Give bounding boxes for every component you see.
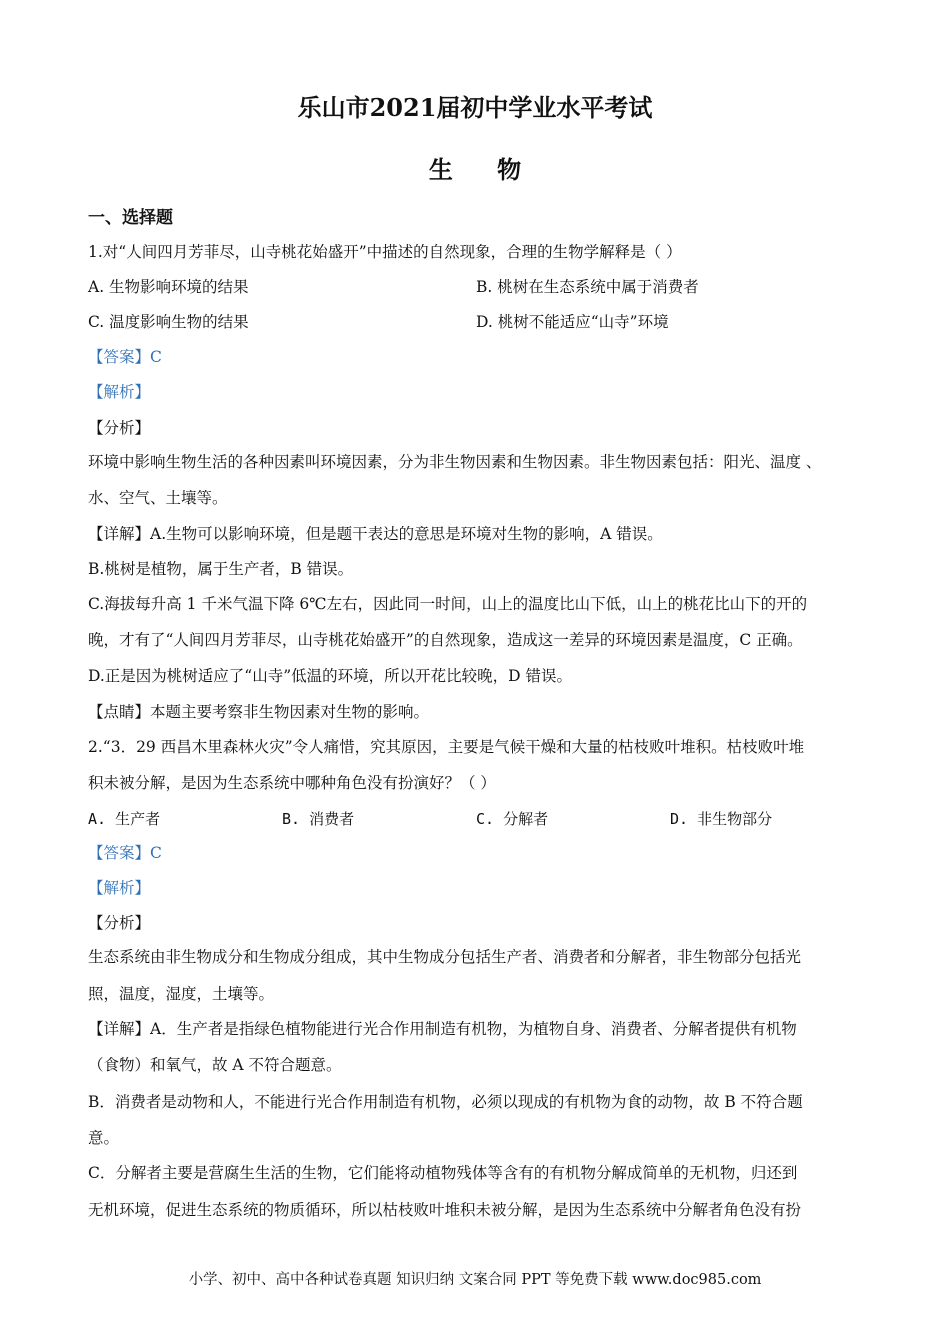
q2-stem: 积未被分解，是因为生态系统中哪种角色没有扮演好？（ ） bbox=[88, 774, 496, 792]
q2-option-a: A. 生产者 bbox=[88, 810, 161, 828]
q1-stem: 1.对“人间四月芳菲尽，山寺桃花始盛开”中描述的自然现象，合理的生物学解释是（ ） bbox=[88, 243, 682, 261]
q2-option-c: C. 分解者 bbox=[476, 810, 549, 828]
q2-detail-line: C．分解者主要是营腐生生活的生物，它们能将动植物残体等含有的有机物分解成简单的无机物，归还到 bbox=[88, 1164, 798, 1182]
q1-detail-line: 晚，才有了“人间四月芳菲尽，山寺桃花始盛开”的自然现象，造成这一差异的环境因素是温度，C 正确。 bbox=[88, 631, 803, 649]
q1-option-a: A. 生物影响环境的结果 bbox=[88, 278, 249, 296]
q2-fenxi-line: 照，温度，湿度，土壤等。 bbox=[88, 985, 275, 1003]
q1-detail-line: D.正是因为桃树适应了“山寺”低温的环境，所以开花比较晚，D 错误。 bbox=[88, 667, 573, 685]
q2-fenxi-label: 【分析】 bbox=[88, 914, 151, 932]
q1-option-c: C. 温度影响生物的结果 bbox=[88, 313, 249, 331]
q1-option-d: D. 桃树不能适应“山寺”环境 bbox=[476, 313, 669, 331]
q2-detail-line: B．消费者是动物和人，不能进行光合作用制造有机物，必须以现成的有机物为食的动物，故 B 不符合题 bbox=[88, 1093, 803, 1111]
q2-option-d: D. 非生物部分 bbox=[670, 810, 773, 828]
q1-analysis-label: 【解析】 bbox=[88, 383, 151, 401]
q1-fenxi-label: 【分析】 bbox=[88, 419, 151, 437]
q1-option-b: B. 桃树在生态系统中属于消费者 bbox=[476, 278, 699, 296]
q1-comment: 【点睛】本题主要考察非生物因素对生物的影响。 bbox=[88, 703, 430, 721]
q1-fenxi-line: 水、空气、土壤等。 bbox=[88, 489, 228, 507]
page-title: 乐山市2021届初中学业水平考试 bbox=[297, 93, 653, 122]
q1-detail-line: 【详解】A.生物可以影响环境，但是题干表达的意思是环境对生物的影响，A 错误。 bbox=[88, 525, 663, 543]
footer-link[interactable]: 小学、初中、高中各种试卷真题 知识归纳 文案合同 PPT 等免费下载 www.doc985.com bbox=[188, 1272, 762, 1288]
q1-answer: 【答案】C bbox=[88, 348, 162, 366]
q2-answer: 【答案】C bbox=[88, 844, 162, 862]
subject-title: 生 物 bbox=[428, 155, 540, 184]
q2-detail-line: 无机环境，促进生态系统的物质循环，所以枯枝败叶堆积未被分解，是因为生态系统中分解者角色没有扮 bbox=[88, 1201, 802, 1219]
section-title: 一、选择题 bbox=[88, 208, 173, 228]
q2-stem: 2.“3．29 西昌木里森林火灾”令人痛惜，究其原因，主要是气候干燥和大量的枯枝败叶堆积。枯枝败叶堆 bbox=[88, 738, 805, 756]
q2-analysis-label: 【解析】 bbox=[88, 879, 151, 897]
q2-option-b: B. 消费者 bbox=[282, 810, 355, 828]
q2-detail-line: 【详解】A．生产者是指绿色植物能进行光合作用制造有机物，为植物自身、消费者、分解者提供有机物 bbox=[88, 1020, 797, 1038]
q1-detail-line: C.海拔每升高 1 千米气温下降 6℃左右，因此同一时间，山上的温度比山下低，山上的桃花比山下的开的 bbox=[88, 595, 808, 613]
q1-fenxi-line: 环境中影响生物生活的各种因素叫环境因素，分为非生物因素和生物因素。非生物因素包括：阳光、温度 、 bbox=[88, 453, 822, 471]
q2-fenxi-line: 生态系统由非生物成分和生物成分组成，其中生物成分包括生产者、消费者和分解者，非生物部分包括光 bbox=[88, 948, 802, 966]
q1-detail-line: B.桃树是植物，属于生产者，B 错误。 bbox=[88, 560, 354, 578]
q2-detail-line: 意。 bbox=[88, 1129, 120, 1147]
q2-detail-line: （食物）和氧气，故 A 不符合题意。 bbox=[88, 1056, 342, 1074]
